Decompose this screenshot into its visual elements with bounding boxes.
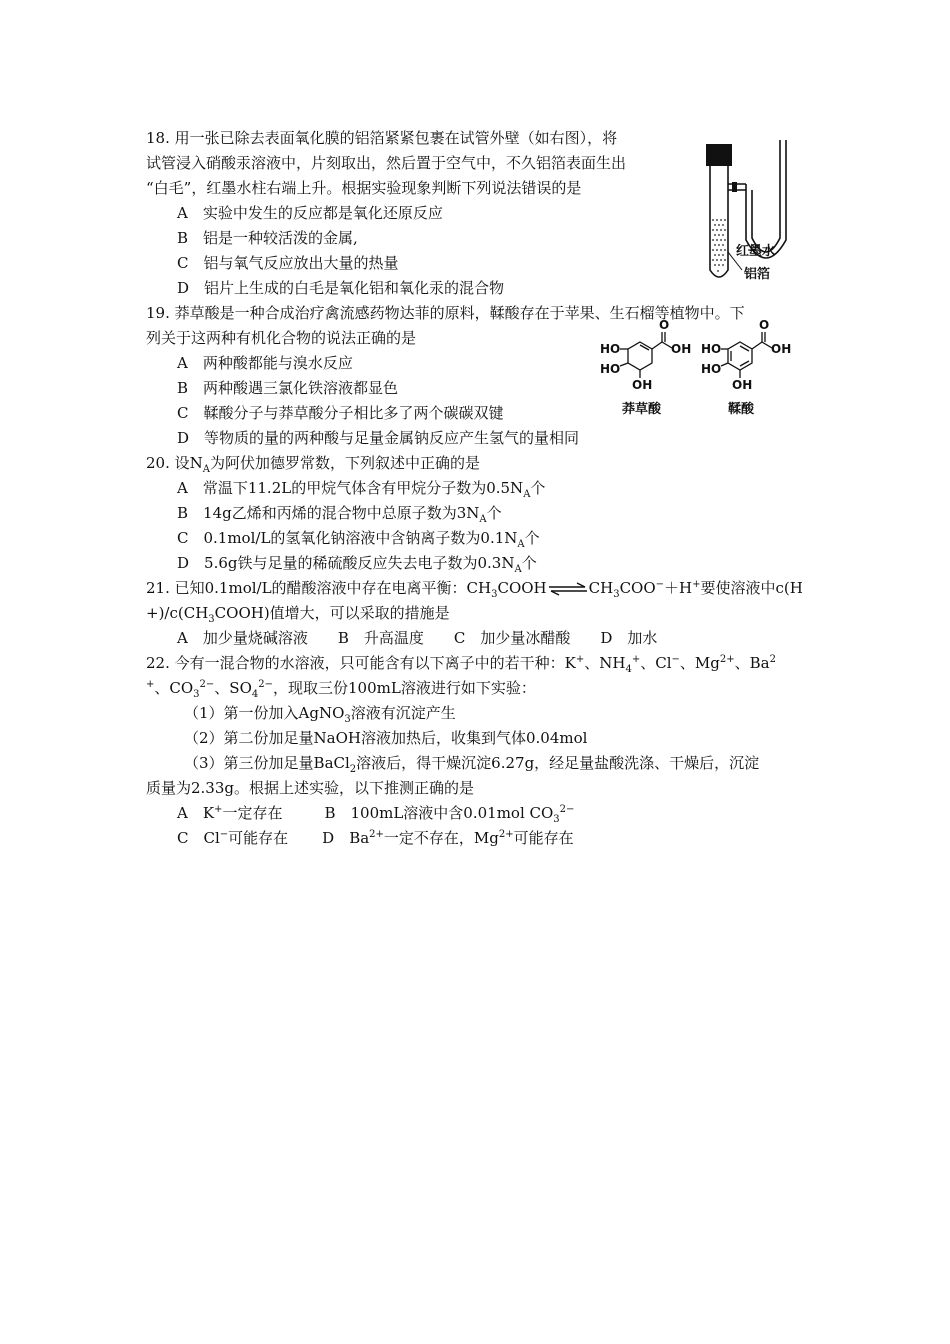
tannic-acid-label: 鞣酸 — [728, 402, 755, 417]
q19-stem-line1: 19. 莽草酸是一种合成治疗禽流感药物达菲的原料，鞣酸存在于苹果、生石榴等植物中。下 — [146, 304, 745, 322]
q22-options-cd — [177, 828, 574, 850]
q22-option-d: D $Ba^{2+}$一定不存在，$Mg^{2+}$可能存在 — [322, 829, 574, 847]
q19-option-b: B 两种酸遇三氯化铁溶液都显色 — [177, 379, 399, 397]
tannic-oh-right: OH — [771, 342, 792, 356]
q22-experiment-3: （3）第三份加足量BaCl$_2$溶液后，得干燥沉淀6.27g，经足量盐酸洗涤、干燥后，沉淀 — [184, 754, 760, 775]
tannic-oh-bottom: OH — [732, 378, 753, 392]
q20-option-d: D 5.6g铁与足量的稀硫酸反应失去电子数为$0.3N_A$个 — [177, 554, 537, 575]
q22-option-b: B 100mL溶液中含0.01mol $CO_3^{2-}$ — [324, 804, 575, 825]
q18-stem-line3: “白毛”，红墨水柱右端上升。根据实验现象判断下列说法错误的是 — [146, 179, 582, 197]
shikimic-ho-bottom: HO — [600, 362, 621, 376]
q19-stem-line2: 列关于这两种有机化合物的说法正确的是 — [146, 329, 417, 347]
q18-stem-line1: 18. 用一张已除去表面氧化膜的铝箔紧紧包裹在试管外壁（如右图），将 — [146, 129, 618, 147]
q21-stem-line2: $+)/c(CH_3COOH)$值增大，可以采取的措施是 — [146, 604, 450, 625]
red-ink-label: 红墨水 — [736, 244, 776, 259]
q19-option-a: A 两种酸都能与溴水反应 — [177, 354, 353, 372]
q21-stem-line1: 21. 已知0.1mol/L的醋酸溶液中存在电离平衡：$CH_3COOH$ $CH_3COO^-+H^+$要使溶液中c(H — [146, 579, 803, 600]
molecule-figure — [600, 318, 805, 417]
q22-experiment-1: （1）第一份加入AgNO$_3$溶液有沉淀产生 — [184, 704, 456, 725]
q22-stem-line1: 22. 今有一混合物的水溶液，只可能含有以下离子中的若干种：K+、$NH_4^+$、Cl−、$Mg^{2+}$、Ba$^2$ — [146, 654, 776, 675]
shikimic-acid-label: 莽草酸 — [622, 402, 662, 417]
shikimic-oh-bottom: OH — [632, 378, 653, 392]
aluminum-foil-label: 铝箔 — [744, 267, 771, 282]
q20-stem: 20. 设$N_A$为阿伏加德罗常数，下列叙述中正确的是 — [146, 454, 480, 475]
q22-experiment-2: （2）第二份加足量NaOH溶液加热后，收集到气体0.04mol — [184, 729, 588, 747]
q20-option-c: C 0.1mol/L的氢氧化钠溶液中含钠离子数为$0.1N_A$个 — [177, 529, 540, 550]
shikimic-ho-top: HO — [600, 342, 621, 356]
q22-stem-line-end: 质量为2.33g。根据上述实验，以下推测正确的是 — [146, 779, 475, 797]
test-tube-figure — [690, 130, 810, 290]
q19-option-c: C 鞣酸分子与莽草酸分子相比多了两个碳碳双键 — [177, 404, 504, 422]
q22-stem-line2: +、$CO_3^{2-}$、$SO_4^{2-}$，现取三份100mL溶液进行如下实验： — [146, 679, 536, 700]
q18-option-a: A 实验中发生的反应都是氧化还原反应 — [177, 204, 443, 222]
q20-option-a: A 常温下11.2L的甲烷气体含有甲烷分子数为$0.5N_A$个 — [177, 479, 546, 500]
shikimic-carbonyl-o: O — [659, 318, 670, 332]
q18-option-d: D 铝片上生成的白毛是氧化铝和氧化汞的混合物 — [177, 279, 505, 297]
q18-option-c: C 铝与氧气反应放出大量的热量 — [177, 254, 399, 272]
q20-option-b: B 14g乙烯和丙烯的混合物中总原子数为$3N_A$个 — [177, 504, 502, 525]
q18-option-b: B 铝是一种较活泼的金属, — [177, 229, 358, 247]
q22-option-a: A K+一定存在 — [177, 804, 283, 822]
q22-option-c: C Cl−可能存在 — [177, 829, 289, 847]
tannic-carbonyl-o: O — [759, 318, 770, 332]
q19-option-d: D 等物质的量的两种酸与足量金属钠反应产生氢气的量相同 — [177, 429, 580, 447]
shikimic-oh-right: OH — [671, 342, 692, 356]
equilibrium-arrow-icon — [547, 582, 589, 596]
q21-options: A 加少量烧碱溶液 B 升高温度 C 加少量冰醋酸 D 加水 — [177, 629, 658, 647]
tannic-ho-top: HO — [701, 342, 722, 356]
q22-options-ab — [177, 803, 574, 825]
q18-stem-line2: 试管浸入硝酸汞溶液中，片刻取出，然后置于空气中，不久铝箔表面生出 — [146, 154, 627, 172]
tannic-ho-bottom: HO — [701, 362, 722, 376]
